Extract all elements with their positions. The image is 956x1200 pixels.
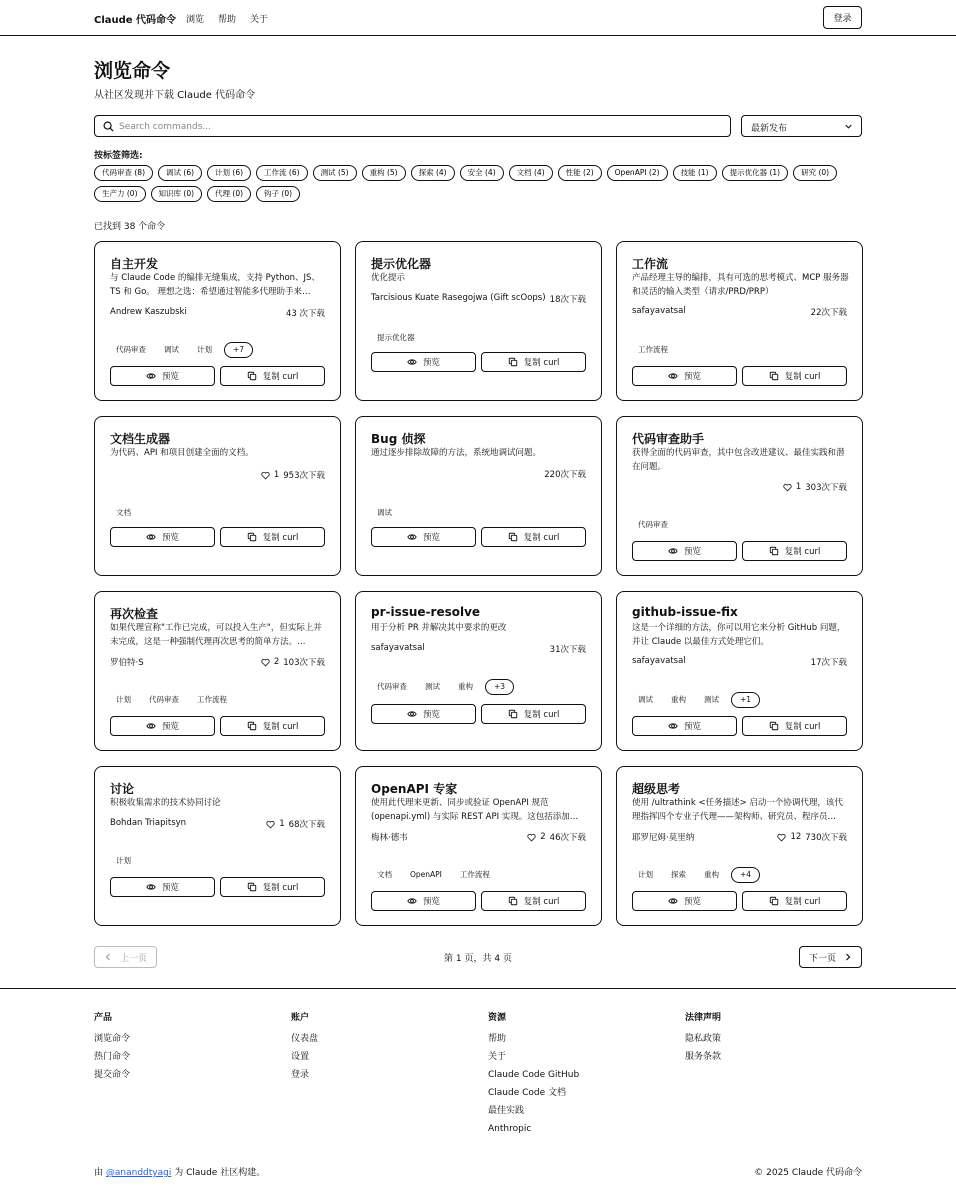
tag-filter-chip[interactable]: 钩子 (0) bbox=[256, 186, 300, 202]
footer-link[interactable]: 仪表盘 bbox=[291, 1034, 319, 1044]
card-stats bbox=[550, 643, 586, 655]
card-author: Andrew Kaszubski bbox=[110, 307, 187, 317]
card-tags bbox=[110, 853, 137, 869]
download-count: 46次下载 bbox=[549, 833, 586, 843]
preview-label: 预览 bbox=[161, 533, 179, 543]
card-stats bbox=[261, 469, 325, 481]
footer-copyright: © 2025 Claude 代码命令 bbox=[754, 1168, 862, 1178]
tag-filter-chip[interactable]: 重构 (5) bbox=[362, 165, 406, 181]
card-title[interactable]: 超级思考 bbox=[632, 782, 681, 796]
card-meta bbox=[632, 656, 847, 668]
card-tag: 调试 bbox=[377, 508, 392, 517]
eye-icon bbox=[668, 371, 678, 381]
command-card bbox=[94, 766, 341, 926]
heart-icon bbox=[783, 483, 792, 492]
card-tags bbox=[632, 692, 760, 708]
more-tags-badge[interactable]: +4 bbox=[731, 867, 760, 883]
card-tag: 计划 bbox=[638, 870, 653, 879]
card-tag: 调试 bbox=[164, 345, 179, 354]
footer-link[interactable]: 设置 bbox=[291, 1052, 310, 1062]
preview-button[interactable] bbox=[371, 352, 476, 372]
card-title[interactable]: 提示优化器 bbox=[371, 257, 432, 271]
author-handle-link[interactable]: @ananddtyagi bbox=[105, 1168, 172, 1178]
card-tag: OpenAPI bbox=[410, 870, 442, 879]
card-tag: 计划 bbox=[116, 695, 131, 704]
card-actions bbox=[371, 704, 586, 724]
card-stats bbox=[550, 293, 586, 305]
footer-link[interactable]: 服务条款 bbox=[685, 1052, 722, 1062]
card-tag: 工作流程 bbox=[638, 345, 668, 354]
tag-filter-chip[interactable]: 测试 (5) bbox=[313, 165, 357, 181]
card-tag: 计划 bbox=[116, 856, 131, 865]
card-tag: 调试 bbox=[638, 695, 653, 704]
preview-label: 预览 bbox=[161, 722, 179, 732]
card-stats bbox=[261, 656, 325, 668]
card-author: Bohdan Triapitsyn bbox=[110, 818, 187, 828]
copy-curl-label: 复制 curl bbox=[523, 533, 560, 543]
preview-label: 预览 bbox=[683, 897, 701, 907]
eye-icon bbox=[407, 357, 417, 367]
card-tags bbox=[632, 867, 760, 883]
copy-icon bbox=[247, 882, 257, 892]
card-tag: 代码审查 bbox=[116, 345, 146, 354]
copy-curl-label: 复制 curl bbox=[784, 372, 821, 382]
card-meta bbox=[371, 831, 586, 843]
copy-icon bbox=[247, 532, 257, 542]
search-input[interactable] bbox=[119, 118, 719, 135]
command-card bbox=[94, 241, 341, 401]
tag-filter-chip[interactable]: 计划 (6) bbox=[207, 165, 251, 181]
tag-filter-chip[interactable]: 探索 (4) bbox=[411, 165, 455, 181]
command-card bbox=[616, 416, 863, 576]
card-title[interactable]: 工作流 bbox=[632, 257, 669, 271]
copy-curl-label: 复制 curl bbox=[523, 897, 560, 907]
card-stats bbox=[777, 831, 847, 843]
heart-icon bbox=[261, 471, 270, 480]
sort-select[interactable] bbox=[741, 115, 862, 137]
card-stats bbox=[544, 468, 586, 480]
card-description: 优化提示 bbox=[371, 273, 406, 283]
card-tag: 重构 bbox=[458, 682, 473, 691]
footer-link[interactable]: 帮助 bbox=[488, 1034, 507, 1044]
tag-filter-label: 按标签筛选: bbox=[94, 151, 143, 161]
copy-curl-label: 复制 curl bbox=[262, 883, 299, 893]
footer-column bbox=[685, 1010, 721, 1070]
footer-column-title: 资源 bbox=[488, 1013, 507, 1023]
download-count: 17次下载 bbox=[810, 658, 847, 668]
card-description: 为代码、API 和项目创建全面的文档。 bbox=[110, 448, 254, 458]
card-title[interactable]: 再次检查 bbox=[110, 607, 159, 621]
footer-divider bbox=[0, 988, 956, 989]
card-title[interactable]: 自主开发 bbox=[110, 257, 159, 271]
card-meta bbox=[371, 643, 586, 655]
preview-button[interactable] bbox=[110, 366, 215, 386]
footer-link[interactable]: Claude Code 文档 bbox=[488, 1088, 567, 1098]
download-count: 22次下载 bbox=[810, 308, 847, 318]
prev-page-label: 上一页 bbox=[119, 953, 147, 964]
footer-column bbox=[94, 1010, 130, 1088]
preview-label: 预览 bbox=[161, 372, 179, 382]
preview-label: 预览 bbox=[422, 358, 440, 368]
card-meta bbox=[110, 307, 325, 319]
tag-filter-chip[interactable]: 代码审查 (8) bbox=[94, 165, 153, 181]
more-tags-badge[interactable]: +3 bbox=[485, 679, 514, 695]
tag-filter-chip[interactable]: 代理 (0) bbox=[207, 186, 251, 202]
card-title[interactable]: OpenAPI 专家 bbox=[371, 782, 458, 796]
search-box bbox=[94, 115, 731, 137]
page-title: 浏览命令 bbox=[94, 60, 171, 82]
footer-link[interactable]: Claude Code GitHub bbox=[488, 1070, 580, 1080]
copy-icon bbox=[508, 532, 518, 542]
preview-label: 预览 bbox=[683, 722, 701, 732]
card-actions bbox=[632, 716, 847, 736]
like-count: 1 bbox=[795, 482, 802, 492]
card-tag: 文档 bbox=[377, 870, 392, 879]
card-meta bbox=[110, 656, 325, 668]
footer-column-title: 法律声明 bbox=[685, 1013, 722, 1023]
preview-label: 预览 bbox=[422, 710, 440, 720]
nav-help[interactable]: 帮助 bbox=[218, 15, 237, 25]
copy-icon bbox=[247, 371, 257, 381]
next-page-label: 下一页 bbox=[808, 953, 836, 964]
copy-curl-button[interactable] bbox=[220, 527, 325, 547]
like-count: 1 bbox=[279, 819, 285, 829]
card-title[interactable]: github-issue-fix bbox=[632, 605, 738, 619]
copy-curl-button[interactable] bbox=[481, 352, 586, 372]
card-tag: 工作流程 bbox=[459, 870, 490, 879]
more-tags-badge[interactable]: +7 bbox=[224, 342, 253, 358]
footer-column-title: 产品 bbox=[94, 1013, 113, 1023]
card-tags bbox=[632, 342, 674, 358]
copy-icon bbox=[769, 721, 779, 731]
download-count: 31次下载 bbox=[549, 645, 586, 655]
login-button[interactable]: 登录 bbox=[823, 6, 862, 29]
command-card bbox=[355, 591, 602, 751]
heart-icon bbox=[261, 658, 270, 667]
card-tag: 计划 bbox=[197, 345, 212, 354]
card-meta bbox=[632, 481, 847, 493]
footer-column bbox=[488, 1010, 579, 1142]
tag-filter-chip[interactable]: 技能 (1) bbox=[673, 165, 717, 181]
copy-curl-button[interactable] bbox=[220, 716, 325, 736]
footer-link[interactable]: 隐私政策 bbox=[685, 1034, 722, 1044]
card-description: 与 Claude Code 的编排无缝集成，支持 Python、JS、TS 和 Go。 理想之选：希望通过智能多代理助手来… bbox=[110, 273, 320, 297]
footer-link[interactable]: 热门命令 bbox=[94, 1052, 131, 1062]
preview-label: 预览 bbox=[422, 897, 440, 907]
preview-button[interactable] bbox=[371, 704, 476, 724]
card-tags bbox=[110, 505, 137, 521]
copy-curl-button[interactable] bbox=[742, 891, 847, 911]
preview-label: 预览 bbox=[422, 533, 440, 543]
card-tag: 代码审查 bbox=[149, 695, 179, 704]
tag-filter-chip[interactable]: 调试 (6) bbox=[158, 165, 202, 181]
card-stats bbox=[811, 306, 847, 318]
download-count: 18次下载 bbox=[549, 295, 586, 305]
download-count: 730次下载 bbox=[805, 833, 847, 843]
card-author: safayavatsal bbox=[632, 656, 686, 666]
page-indicator: 第 1 页，共 4 页 bbox=[444, 954, 512, 964]
copy-icon bbox=[769, 896, 779, 906]
card-stats bbox=[783, 481, 847, 493]
tag-filter-chip[interactable]: 知识库 (0) bbox=[151, 186, 203, 202]
card-title[interactable]: 讨论 bbox=[110, 782, 135, 796]
preview-button[interactable] bbox=[632, 891, 737, 911]
sort-select-value: 最新发布 bbox=[751, 124, 788, 134]
command-card bbox=[355, 766, 602, 926]
chevron-right-icon bbox=[844, 953, 852, 961]
copy-icon bbox=[508, 896, 518, 906]
card-tags bbox=[632, 517, 674, 533]
footer-link[interactable]: 最佳实践 bbox=[488, 1106, 525, 1116]
card-actions bbox=[110, 527, 325, 547]
preview-button[interactable] bbox=[371, 891, 476, 911]
eye-icon bbox=[146, 532, 156, 542]
card-author: safayavatsal bbox=[371, 643, 425, 653]
preview-label: 预览 bbox=[161, 883, 179, 893]
copy-curl-button[interactable] bbox=[220, 366, 325, 386]
eye-icon bbox=[407, 709, 417, 719]
card-description: 产品经理主导的编排，具有可选的思考模式、MCP 服务器和灵活的输入类型（请求/PRD/PRP） bbox=[632, 273, 849, 297]
tag-filter-list bbox=[94, 165, 874, 202]
copy-curl-label: 复制 curl bbox=[784, 897, 821, 907]
command-card bbox=[616, 591, 863, 751]
copy-curl-button[interactable] bbox=[220, 877, 325, 897]
copy-curl-button[interactable] bbox=[481, 704, 586, 724]
card-actions bbox=[371, 352, 586, 372]
card-title[interactable]: pr-issue-resolve bbox=[371, 605, 481, 619]
download-count: 103次下载 bbox=[283, 658, 325, 668]
footer-link[interactable]: 关于 bbox=[488, 1052, 507, 1062]
copy-curl-label: 复制 curl bbox=[262, 722, 299, 732]
copy-curl-label: 复制 curl bbox=[523, 710, 560, 720]
card-tag: 文档 bbox=[116, 508, 131, 517]
card-tag: 工作流程 bbox=[197, 695, 227, 704]
copy-curl-label: 复制 curl bbox=[784, 547, 821, 557]
eye-icon bbox=[668, 721, 678, 731]
preview-button[interactable] bbox=[110, 527, 215, 547]
card-actions bbox=[632, 366, 847, 386]
footer-link[interactable]: 提交命令 bbox=[94, 1070, 131, 1080]
copy-curl-button[interactable] bbox=[481, 891, 586, 911]
next-page-button[interactable] bbox=[799, 946, 862, 968]
eye-icon bbox=[146, 882, 156, 892]
preview-button[interactable] bbox=[632, 541, 737, 561]
footer-column bbox=[291, 1010, 318, 1088]
footer-credit bbox=[94, 1165, 265, 1178]
copy-curl-button[interactable] bbox=[742, 541, 847, 561]
card-actions bbox=[110, 366, 325, 386]
result-count: 已找到 38 个命令 bbox=[94, 222, 166, 232]
eye-icon bbox=[407, 896, 417, 906]
like-count: 2 bbox=[273, 657, 280, 667]
card-author: 耶罗尼姆·莫里纳 bbox=[632, 833, 695, 843]
tag-filter-chip[interactable]: 性能 (2) bbox=[558, 165, 602, 181]
card-meta bbox=[632, 831, 847, 843]
card-tag: 代码审查 bbox=[638, 520, 668, 529]
card-author: 罗伯特·S bbox=[110, 658, 144, 668]
tag-filter-chip[interactable]: 研究 (0) bbox=[793, 165, 837, 181]
card-actions bbox=[371, 891, 586, 911]
copy-icon bbox=[247, 721, 257, 731]
credit-prefix: 由 bbox=[94, 1168, 104, 1178]
preview-button[interactable] bbox=[110, 877, 215, 897]
copy-curl-label: 复制 curl bbox=[262, 533, 299, 543]
copy-curl-label: 复制 curl bbox=[523, 358, 560, 368]
footer-link[interactable]: Anthropic bbox=[488, 1124, 532, 1134]
download-count: 220次下载 bbox=[544, 470, 586, 480]
command-card bbox=[94, 416, 341, 576]
footer-column-title: 账户 bbox=[291, 1013, 310, 1023]
card-description: 这是一个详细的方法，你可以用它来分析 GitHub 问题，并让 Claude 以最佳方式处理它们。 bbox=[632, 623, 846, 647]
card-description: 使用 /ultrathink <任务描述> 启动一个协调代理，该代理指挥四个专业子代理——架构师、研究员、程序员… bbox=[632, 798, 843, 822]
download-count: 68次下载 bbox=[288, 820, 325, 830]
tag-filter-chip[interactable]: 文档 (4) bbox=[509, 165, 553, 181]
card-tag: 代码审查 bbox=[377, 682, 407, 691]
nav-browse[interactable]: 浏览 bbox=[186, 15, 205, 25]
eye-icon bbox=[668, 546, 678, 556]
heart-icon bbox=[777, 833, 786, 842]
card-actions bbox=[110, 716, 325, 736]
preview-button[interactable] bbox=[632, 366, 737, 386]
card-meta bbox=[110, 469, 325, 481]
copy-icon bbox=[769, 371, 779, 381]
preview-label: 预览 bbox=[683, 547, 701, 557]
heart-icon bbox=[527, 833, 536, 842]
preview-button[interactable] bbox=[110, 716, 215, 736]
preview-button[interactable] bbox=[371, 527, 476, 547]
copy-curl-button[interactable] bbox=[481, 527, 586, 547]
command-card bbox=[616, 766, 863, 926]
preview-button[interactable] bbox=[632, 716, 737, 736]
card-stats bbox=[286, 307, 325, 319]
card-author: Tarcisious Kuate Rasegojwa (Gift scOops) bbox=[371, 293, 546, 303]
command-card bbox=[616, 241, 863, 401]
download-count: 43 次下载 bbox=[285, 309, 325, 319]
command-card bbox=[355, 241, 602, 401]
card-description: 如果代理宣称"工作已完成，可以投入生产"，但实际上并未完成，这是一种强制代理再次思考的简单方法。… bbox=[110, 623, 322, 647]
card-stats bbox=[527, 831, 586, 843]
nav-about[interactable]: 关于 bbox=[250, 15, 269, 25]
more-tags-badge[interactable]: +1 bbox=[731, 692, 760, 708]
card-tag: 重构 bbox=[671, 695, 686, 704]
download-count: 953次下载 bbox=[283, 471, 325, 481]
main-nav bbox=[186, 12, 268, 25]
credit-suffix: 为 Claude 社区构建。 bbox=[174, 1168, 266, 1178]
card-tags bbox=[110, 342, 253, 358]
eye-icon bbox=[146, 721, 156, 731]
card-title[interactable]: 文档生成器 bbox=[110, 432, 171, 446]
card-tags bbox=[110, 692, 233, 708]
copy-curl-label: 复制 curl bbox=[262, 372, 299, 382]
eye-icon bbox=[146, 371, 156, 381]
eye-icon bbox=[407, 532, 417, 542]
card-meta bbox=[371, 293, 586, 305]
card-tag: 重构 bbox=[704, 870, 719, 879]
tag-filter-chip[interactable]: 生产力 (0) bbox=[94, 186, 146, 202]
card-description: 积极收集需求的技术协同讨论 bbox=[110, 798, 221, 808]
tag-filter-chip[interactable]: 提示优化器 (1) bbox=[722, 165, 789, 181]
card-meta bbox=[371, 468, 586, 480]
card-tag: 提示优化器 bbox=[377, 333, 415, 342]
card-description: 通过逐步排除故障的方法，系统地调试问题。 bbox=[371, 448, 542, 458]
brand-logo-text[interactable]: Claude 代码命令 bbox=[94, 15, 177, 26]
tag-filter-chip[interactable]: 工作流 (6) bbox=[256, 165, 308, 181]
chevron-down-icon bbox=[844, 122, 853, 131]
copy-curl-button[interactable] bbox=[742, 716, 847, 736]
top-header bbox=[0, 0, 956, 36]
card-description: 获得全面的代码审查，其中包含改进建议、最佳实践和潜在问题。 bbox=[632, 448, 845, 472]
preview-label: 预览 bbox=[683, 372, 701, 382]
copy-icon bbox=[769, 546, 779, 556]
card-meta bbox=[632, 306, 847, 318]
like-count: 1 bbox=[273, 470, 280, 480]
card-tags bbox=[371, 679, 514, 695]
like-count: 2 bbox=[540, 832, 546, 842]
card-description: 用于分析 PR 并解决其中要求的更改 bbox=[371, 623, 507, 633]
tag-filter-chip[interactable]: 安全 (4) bbox=[460, 165, 504, 181]
card-tag: 测试 bbox=[425, 682, 440, 691]
page-subtitle: 从社区发现并下载 Claude 代码命令 bbox=[94, 90, 256, 101]
copy-curl-label: 复制 curl bbox=[784, 722, 821, 732]
command-card bbox=[94, 591, 341, 751]
download-count: 303次下载 bbox=[805, 483, 847, 493]
card-description: 使用此代理来更新、同步或验证 OpenAPI 规范 (openapi.yml) 与实际 REST API 实现。这包括添加… bbox=[371, 798, 579, 822]
card-stats bbox=[811, 656, 847, 668]
card-tags bbox=[371, 867, 496, 883]
card-tags bbox=[371, 505, 398, 521]
card-tags bbox=[371, 330, 421, 346]
heart-icon bbox=[266, 820, 275, 829]
card-actions bbox=[632, 891, 847, 911]
footer-link[interactable]: 登录 bbox=[291, 1070, 310, 1080]
card-stats bbox=[266, 818, 325, 830]
eye-icon bbox=[668, 896, 678, 906]
copy-icon bbox=[508, 709, 518, 719]
card-author: 梅林·德韦 bbox=[371, 833, 408, 843]
card-actions bbox=[371, 527, 586, 547]
card-tag: 测试 bbox=[704, 695, 719, 704]
card-tag: 探索 bbox=[671, 870, 686, 879]
like-count: 12 bbox=[790, 832, 802, 842]
card-author: safayavatsal bbox=[632, 306, 686, 316]
copy-curl-button[interactable] bbox=[742, 366, 847, 386]
command-card bbox=[355, 416, 602, 576]
search-icon bbox=[103, 121, 114, 132]
card-meta bbox=[110, 818, 325, 830]
tag-filter-chip[interactable]: OpenAPI (2) bbox=[607, 165, 668, 181]
card-title[interactable]: Bug 侦探 bbox=[371, 432, 426, 446]
card-actions bbox=[110, 877, 325, 897]
copy-icon bbox=[508, 357, 518, 367]
footer-link[interactable]: 浏览命令 bbox=[94, 1034, 131, 1044]
card-actions bbox=[632, 541, 847, 561]
card-title[interactable]: 代码审查助手 bbox=[632, 432, 705, 446]
